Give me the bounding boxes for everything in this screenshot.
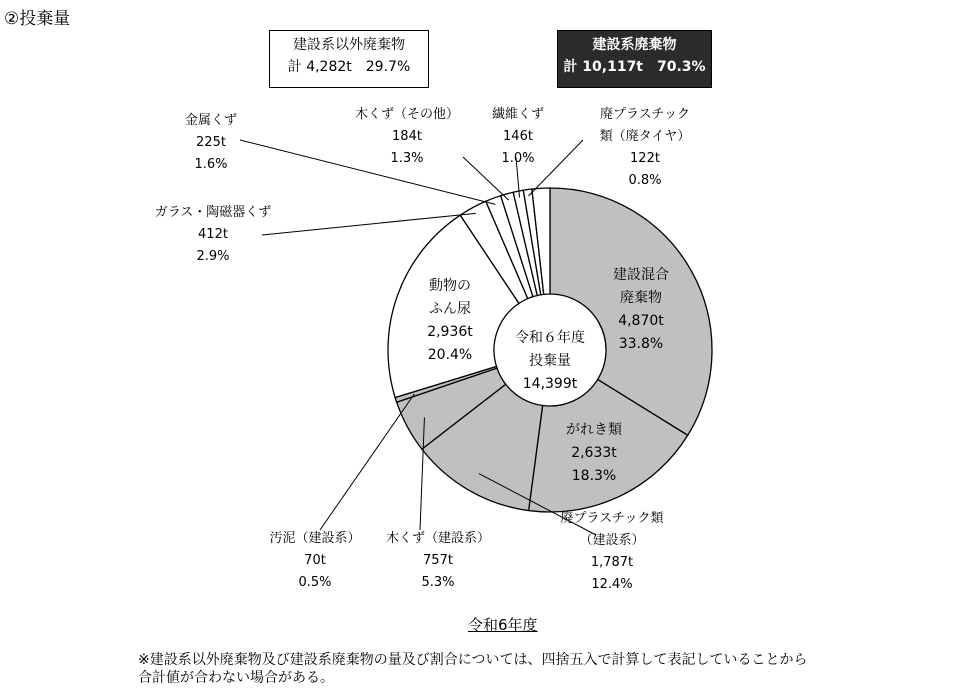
- footnote-line-2: 合計値が合わない場合がある。: [138, 670, 334, 686]
- construction-total-value: 計 10,117t 70.3%: [563, 59, 706, 75]
- chart-caption: 令和6年度: [468, 616, 538, 634]
- donut-center-label: 令和６年度 投棄量 14,399t: [515, 330, 585, 392]
- slice-label-textile: 繊維くず 146t 1.0%: [491, 107, 544, 166]
- slice-label-wood-other: 木くず（その他） 184t 1.3%: [354, 107, 459, 166]
- non-construction-total-value: 計 4,282t 29.7%: [287, 59, 411, 75]
- slice-label-plastic-construction: 廃プラスチック類 （建設系） 1,787t 12.4%: [560, 511, 664, 592]
- slice-label-sludge-construction: 汚泥（建設系） 70t 0.5%: [269, 531, 361, 590]
- slice-label-animal-manure: 動物の ふん尿 2,936t 20.4%: [427, 278, 473, 363]
- slice-label-metal: 金属くず 225t 1.6%: [184, 113, 237, 172]
- slice-label-wood-construction: 木くず（建設系） 757t 5.3%: [385, 531, 490, 590]
- footnote-line-1: ※建設系以外廃棄物及び建設系廃棄物の量及び割合については、四捨五入で計算して表記していることから: [138, 652, 808, 668]
- construction-total-label: 建設系廃棄物: [592, 37, 677, 53]
- slice-label-plastic-tires: 廃プラスチック 類（廃タイヤ） 122t 0.8%: [599, 107, 691, 188]
- slice-label-rubble: がれき類 2,633t 18.3%: [566, 422, 622, 484]
- non-construction-total-label: 建設系以外廃棄物: [293, 37, 405, 53]
- section-title: ②投棄量: [4, 9, 71, 29]
- slice-label-glass-ceramic: ガラス・陶磁器くず 412t 2.9%: [154, 205, 272, 264]
- slice-label-construction-mixed: 建設混合 廃棄物 4,870t 33.8%: [613, 267, 669, 352]
- footnote: [138, 651, 807, 687]
- leader-line-sludge-construction: [320, 394, 414, 530]
